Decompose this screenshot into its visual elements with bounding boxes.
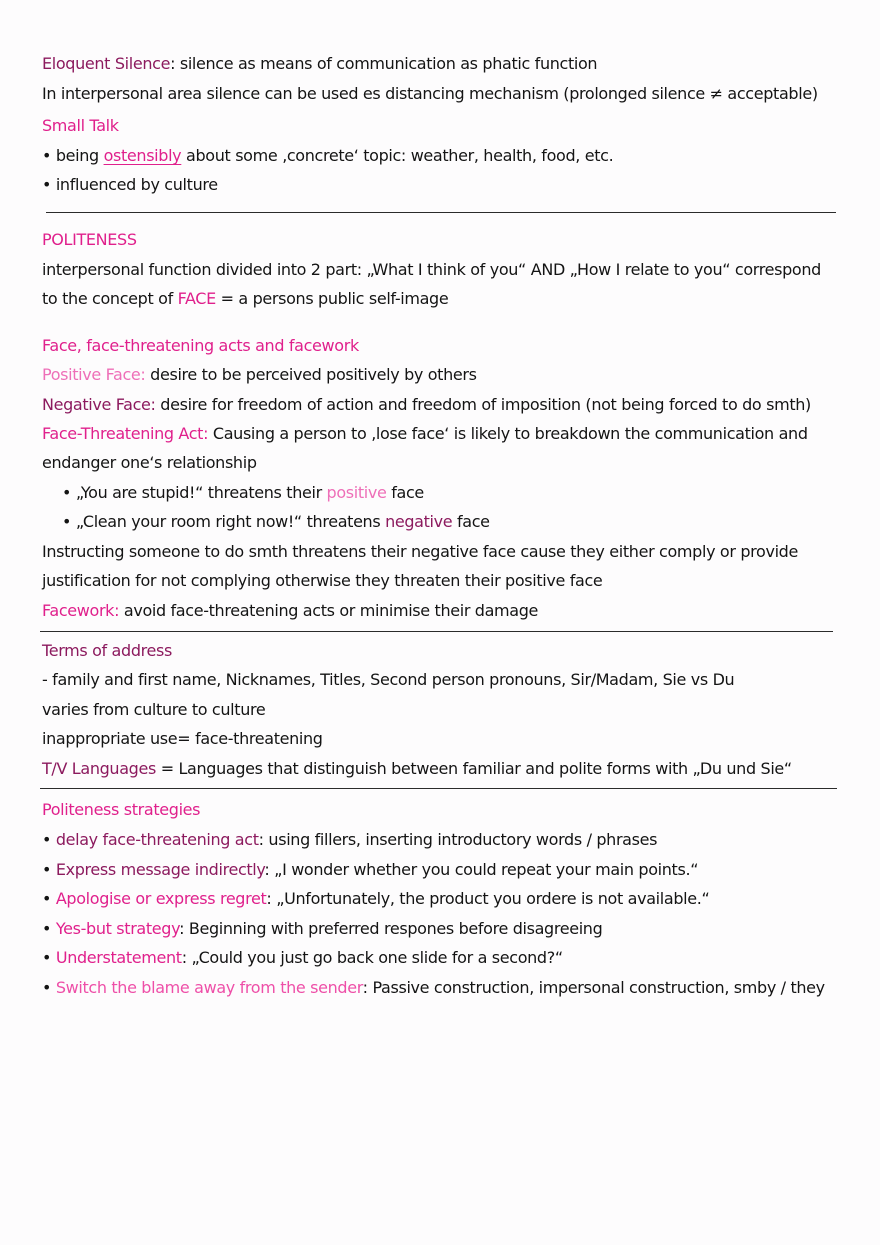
fta-example-1: [62, 482, 424, 504]
strategy-label: Switch the blame away from the sender: [55, 978, 363, 997]
strategy-text: : Passive construction, impersonal construction, smby / they: [362, 978, 825, 997]
face-section-heading: Face, face-threatening acts and facework: [42, 336, 359, 355]
section-divider: [40, 788, 837, 789]
instructing-line-2: justification for not complying otherwise they threaten their positive face: [42, 571, 603, 590]
bullet: •: [42, 948, 56, 967]
bullet-text: about some ‚concrete‘ topic: weather, health, food, etc.: [181, 146, 614, 165]
bullet: •: [42, 919, 56, 938]
strategy-label: delay face-threatening act: [55, 830, 259, 849]
negative-face-line: [42, 394, 811, 416]
strategy-item: [42, 918, 602, 940]
politeness-line-1: interpersonal function divided into 2 part: „What I think of you“ AND „How I relate to you“ correspond: [42, 260, 821, 279]
eloquent-silence-line: [42, 53, 597, 75]
strategy-item: [42, 947, 563, 969]
example-end: face: [386, 483, 424, 502]
negative-term: negative: [385, 512, 453, 531]
ostensibly-term: ostensibly: [103, 146, 182, 165]
fta-text: Causing a person to ‚lose face‘ is likely to breakdown the communication and: [208, 424, 808, 443]
strategy-label: Understatement: [55, 948, 182, 967]
bullet: •: [42, 830, 56, 849]
negative-face-label: Negative Face:: [42, 395, 156, 414]
eloquent-silence-text: : silence as means of communication as phatic function: [170, 54, 598, 73]
tv-languages-text: = Languages that distinguish between familiar and polite forms with „Du und Sie“: [155, 759, 792, 778]
strategy-label: Yes-but strategy: [55, 919, 180, 938]
strategy-item: [42, 888, 709, 910]
example-text: • „Clean your room right now!“ threatens: [62, 512, 386, 531]
fta-example-2: [62, 511, 490, 533]
address-line-2: varies from culture to culture: [42, 700, 266, 719]
strategy-label: Apologise or express regret: [55, 889, 267, 908]
tv-languages-line: [42, 758, 792, 780]
positive-face-line: [42, 364, 477, 386]
bullet: •: [42, 860, 56, 879]
bullet-prefix: • being: [42, 146, 104, 165]
strategy-text: : „I wonder whether you could repeat your main points.“: [264, 860, 699, 879]
positive-face-label: Positive Face:: [42, 365, 146, 384]
example-end: face: [452, 512, 490, 531]
strategy-text: : Beginning with preferred respones before disagreeing: [179, 919, 603, 938]
strategy-item: [42, 829, 657, 851]
face-intro-text: to the concept of: [42, 289, 178, 308]
politeness-strategies-heading: Politeness strategies: [42, 800, 201, 819]
silence-distancing-text: In interpersonal area silence can be used es distancing mechanism (prolonged silence ≠ acceptable): [42, 84, 818, 103]
strategy-text: : „Could you just go back one slide for a second?“: [181, 948, 563, 967]
eloquent-silence-heading: Eloquent Silence: [42, 54, 171, 73]
negative-face-text: desire for freedom of action and freedom of imposition (not being forced to do smth): [155, 395, 811, 414]
section-divider: [40, 631, 833, 632]
fta-line-2: endanger one‘s relationship: [42, 453, 257, 472]
strategy-label: Express message indirectly: [55, 860, 265, 879]
bullet: •: [42, 978, 56, 997]
address-line-3: inappropriate use= face-threatening: [42, 729, 323, 748]
fta-label: Face-Threatening Act:: [42, 424, 209, 443]
small-talk-heading: Small Talk: [42, 116, 119, 135]
face-definition-text: = a persons public self-image: [215, 289, 449, 308]
instructing-line-1: Instructing someone to do smth threatens their negative face cause they either comply or provide: [42, 542, 798, 561]
strategy-text: : using fillers, inserting introductory words / phrases: [258, 830, 658, 849]
section-divider: [46, 212, 836, 213]
example-text: • „You are stupid!“ threatens their: [62, 483, 327, 502]
politeness-line-2: [42, 288, 448, 310]
strategy-item: [42, 859, 698, 881]
strategy-text: : „Unfortunately, the product you ordere is not available.“: [266, 889, 710, 908]
facework-line: [42, 600, 538, 622]
fta-line: [42, 423, 808, 445]
address-line-1: - family and first name, Nicknames, Titles, Second person pronouns, Sir/Madam, Sie vs Du: [42, 670, 735, 689]
facework-text: avoid face-threatening acts or minimise their damage: [119, 601, 539, 620]
positive-term: positive: [326, 483, 387, 502]
face-term: FACE: [177, 289, 216, 308]
facework-label: Facework:: [42, 601, 120, 620]
politeness-heading: POLITENESS: [42, 230, 137, 249]
strategy-item: [42, 977, 825, 999]
small-talk-bullet-1: [42, 145, 613, 167]
small-talk-bullet-2: • influenced by culture: [42, 175, 218, 194]
terms-of-address-heading: Terms of address: [42, 641, 172, 660]
positive-face-text: desire to be perceived positively by others: [145, 365, 477, 384]
bullet: •: [42, 889, 56, 908]
tv-languages-label: T/V Languages: [42, 759, 156, 778]
